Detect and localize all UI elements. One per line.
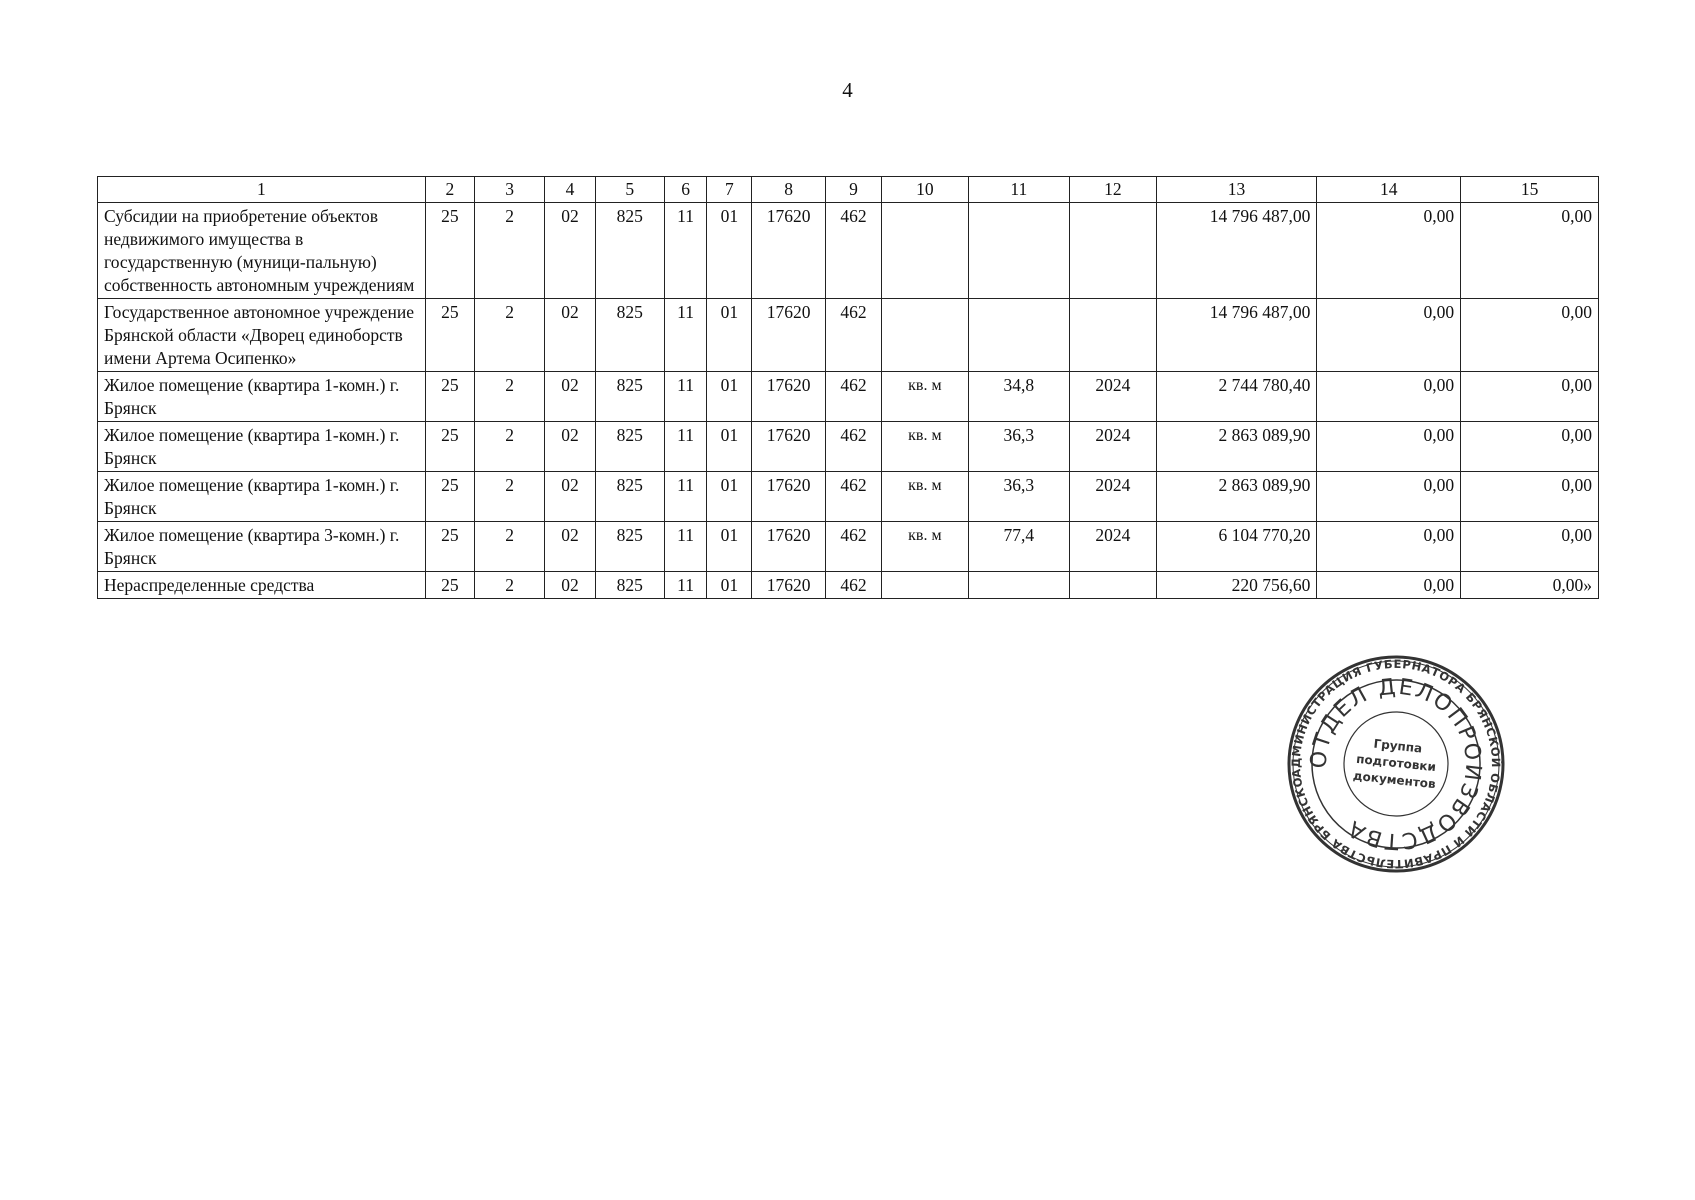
table-cell: 17620	[752, 472, 825, 522]
table-cell	[1070, 299, 1156, 372]
name-cell: Государственное автономное учреждение Брянской области «Дворец единоборств имени Артема Осипенко»	[98, 299, 426, 372]
table-cell: 462	[825, 372, 881, 422]
table-cell: 25	[425, 572, 474, 599]
amount-cell: 2 744 780,40	[1156, 372, 1317, 422]
table-cell: 01	[707, 372, 752, 422]
table-cell: 36,3	[968, 422, 1070, 472]
table-cell: 17620	[752, 422, 825, 472]
table-cell: 2024	[1070, 372, 1156, 422]
col-header: 13	[1156, 177, 1317, 203]
amount-cell: 0,00	[1317, 203, 1461, 299]
table-cell: 825	[595, 572, 664, 599]
table-cell: 25	[425, 422, 474, 472]
name-cell: Жилое помещение (квартира 3-комн.) г. Брянск	[98, 522, 426, 572]
stamp-center-line: Группа	[1372, 736, 1423, 756]
table-cell: 02	[545, 422, 595, 472]
table-cell: 2024	[1070, 422, 1156, 472]
table-cell: 17620	[752, 299, 825, 372]
table-cell	[882, 299, 968, 372]
table-cell: 2	[474, 299, 544, 372]
table-cell: 25	[425, 372, 474, 422]
amount-cell: 2 863 089,90	[1156, 472, 1317, 522]
amount-cell: 0,00	[1461, 522, 1599, 572]
table-cell: 11	[664, 299, 706, 372]
col-header: 4	[545, 177, 595, 203]
amount-cell: 0,00	[1317, 422, 1461, 472]
table-cell: 77,4	[968, 522, 1070, 572]
table-row	[98, 203, 1599, 299]
table-cell: 462	[825, 422, 881, 472]
col-header: 6	[664, 177, 706, 203]
stamp-center-line: документов	[1352, 768, 1437, 792]
table-cell: 02	[545, 472, 595, 522]
table-cell: 02	[545, 522, 595, 572]
amount-cell: 0,00	[1317, 472, 1461, 522]
budget-table	[97, 176, 1599, 599]
table-row	[98, 372, 1599, 422]
table-cell: 462	[825, 572, 881, 599]
table-row	[98, 522, 1599, 572]
table-cell: 02	[545, 299, 595, 372]
table-cell: 02	[545, 203, 595, 299]
table-cell: 01	[707, 572, 752, 599]
col-header: 2	[425, 177, 474, 203]
name-cell: Субсидии на приобретение объектов недвижимого имущества в государственную (муници-пальную) собственность автономным учреждениям	[98, 203, 426, 299]
amount-cell: 0,00	[1317, 372, 1461, 422]
table-cell: кв. м	[882, 522, 968, 572]
amount-cell: 220 756,60	[1156, 572, 1317, 599]
col-header: 5	[595, 177, 664, 203]
table-cell: 462	[825, 472, 881, 522]
table-cell: 17620	[752, 522, 825, 572]
col-header: 1	[98, 177, 426, 203]
table-cell	[882, 572, 968, 599]
table-cell: 2	[474, 203, 544, 299]
table-cell: 2	[474, 472, 544, 522]
table-cell: 25	[425, 522, 474, 572]
table-cell	[1070, 572, 1156, 599]
amount-cell: 0,00	[1317, 572, 1461, 599]
table-cell: 825	[595, 203, 664, 299]
table-cell	[968, 299, 1070, 372]
table-cell: 17620	[752, 372, 825, 422]
table-cell: 2	[474, 522, 544, 572]
table-cell: 462	[825, 522, 881, 572]
table-cell: 01	[707, 299, 752, 372]
table-cell: 11	[664, 572, 706, 599]
table-cell: 462	[825, 299, 881, 372]
table-cell	[882, 203, 968, 299]
amount-cell: 0,00»	[1461, 572, 1599, 599]
table-cell: 36,3	[968, 472, 1070, 522]
table-cell: 11	[664, 472, 706, 522]
table-cell: 01	[707, 472, 752, 522]
amount-cell: 0,00	[1461, 299, 1599, 372]
office-seal-stamp	[1286, 654, 1506, 874]
table-cell: 25	[425, 299, 474, 372]
table-cell: 2024	[1070, 472, 1156, 522]
table-cell: 01	[707, 422, 752, 472]
table-cell: 11	[664, 522, 706, 572]
table-cell	[1070, 203, 1156, 299]
col-header: 15	[1461, 177, 1599, 203]
amount-cell: 2 863 089,90	[1156, 422, 1317, 472]
table-cell: 11	[664, 203, 706, 299]
table-cell	[968, 203, 1070, 299]
table-cell: 2	[474, 572, 544, 599]
table-cell: 825	[595, 422, 664, 472]
amount-cell: 0,00	[1461, 203, 1599, 299]
table-cell: 25	[425, 203, 474, 299]
amount-cell: 0,00	[1461, 372, 1599, 422]
table-cell: 02	[545, 572, 595, 599]
col-header: 7	[707, 177, 752, 203]
col-header: 11	[968, 177, 1070, 203]
table-cell: кв. м	[882, 472, 968, 522]
table-cell: 17620	[752, 203, 825, 299]
col-header: 14	[1317, 177, 1461, 203]
name-cell: Жилое помещение (квартира 1-комн.) г. Брянск	[98, 372, 426, 422]
table-cell: 825	[595, 522, 664, 572]
table-cell: 01	[707, 203, 752, 299]
table-cell: 2	[474, 422, 544, 472]
table-cell: 01	[707, 522, 752, 572]
table-cell: 11	[664, 372, 706, 422]
amount-cell: 0,00	[1461, 472, 1599, 522]
table-cell	[968, 572, 1070, 599]
amount-cell: 14 796 487,00	[1156, 203, 1317, 299]
amount-cell: 0,00	[1317, 522, 1461, 572]
table-cell: 25	[425, 472, 474, 522]
table-cell: 11	[664, 422, 706, 472]
table-cell: кв. м	[882, 372, 968, 422]
table-cell: 2	[474, 372, 544, 422]
header-row	[98, 177, 1599, 203]
table-row	[98, 422, 1599, 472]
table-cell: 2024	[1070, 522, 1156, 572]
amount-cell: 6 104 770,20	[1156, 522, 1317, 572]
col-header: 9	[825, 177, 881, 203]
col-header: 12	[1070, 177, 1156, 203]
col-header: 10	[882, 177, 968, 203]
table-row	[98, 299, 1599, 372]
table-row	[98, 572, 1599, 599]
table-cell: 825	[595, 472, 664, 522]
stamp-outer-text: АДМИНИСТРАЦИЯ ГУБЕРНАТОРА БРЯНСКОЙ ОБЛАСТИ И ПРАВИТЕЛЬСТВА БРЯНСКОЙ	[1288, 656, 1504, 872]
table-row	[98, 472, 1599, 522]
table-cell: 825	[595, 372, 664, 422]
amount-cell: 0,00	[1317, 299, 1461, 372]
table-cell: 825	[595, 299, 664, 372]
name-cell: Нераспределенные средства	[98, 572, 426, 599]
stamp-middle-text: ОТДЕЛ ДЕЛОПРОИЗВОДСТВА	[1306, 674, 1486, 854]
amount-cell: 0,00	[1461, 422, 1599, 472]
col-header: 8	[752, 177, 825, 203]
col-header: 3	[474, 177, 544, 203]
name-cell: Жилое помещение (квартира 1-комн.) г. Брянск	[98, 422, 426, 472]
name-cell: Жилое помещение (квартира 1-комн.) г. Брянск	[98, 472, 426, 522]
amount-cell: 14 796 487,00	[1156, 299, 1317, 372]
table-cell: кв. м	[882, 422, 968, 472]
table-cell: 02	[545, 372, 595, 422]
stamp-center-line: подготовки	[1355, 751, 1437, 775]
table-cell: 34,8	[968, 372, 1070, 422]
table-cell: 17620	[752, 572, 825, 599]
table-cell: 462	[825, 203, 881, 299]
page-number: 4	[842, 78, 853, 102]
